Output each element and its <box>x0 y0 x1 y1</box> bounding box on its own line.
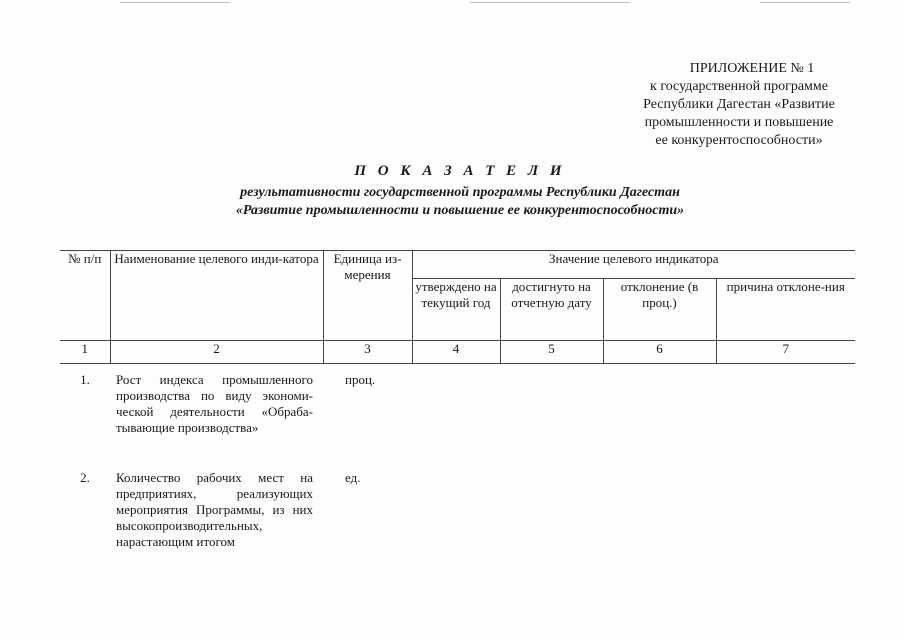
indicator-unit: ед. <box>345 469 361 485</box>
indicators-table-wrap <box>60 250 855 562</box>
deviation-value <box>603 462 716 562</box>
column-number: 4 <box>412 341 500 364</box>
document-subtitle-line2: «Развитие промышленности и повышение ее конкурентоспособности» <box>235 203 685 218</box>
column-number: 6 <box>603 341 716 364</box>
row-number: 1. <box>80 372 90 387</box>
document-subtitle-line1: результативности государственной программы Республики Дагестан <box>240 185 680 200</box>
column-number: 5 <box>500 341 603 364</box>
header-value-group: Значение целевого индикатора <box>412 251 855 279</box>
appendix-line: ее конкурентоспособности» <box>655 133 823 148</box>
deviation-reason <box>716 462 855 562</box>
scan-edge-line <box>760 2 850 3</box>
document-heading <box>150 163 770 220</box>
header-unit: Единица из-мерения <box>323 251 412 341</box>
achieved-value <box>500 462 603 562</box>
column-number: 2 <box>110 341 323 364</box>
scan-edge-line <box>120 2 230 3</box>
table-row <box>60 462 855 562</box>
column-number: 3 <box>323 341 412 364</box>
appendix-block <box>596 60 882 150</box>
row-number: 2. <box>80 469 90 485</box>
appendix-title: ПРИЛОЖЕНИЕ № 1 <box>689 61 815 76</box>
deviation-value <box>603 364 716 462</box>
appendix-line: промышленности и повышение <box>644 115 834 130</box>
indicator-unit: проц. <box>345 372 376 387</box>
scan-edge-line <box>470 2 630 3</box>
header-name: Наименование целевого инди-катора <box>110 251 323 341</box>
indicator-name: Количество рабочих мест на предприятиях, реализующих мероприятия Программы, из них высокопроизводительных, нарастающим итогом <box>116 469 313 549</box>
appendix-line: Республики Дагестан «Развитие <box>643 97 835 112</box>
document-title: П О К А З А Т Е Л И <box>354 163 566 179</box>
deviation-reason <box>716 364 855 462</box>
approved-value <box>412 462 500 562</box>
header-approved: утверждено на текущий год <box>412 279 500 341</box>
header-deviation: отклонение (в проц.) <box>603 279 716 341</box>
column-number: 1 <box>60 341 110 364</box>
header-achieved: достигнуто на отчетную дату <box>500 279 603 341</box>
column-number: 7 <box>716 341 855 364</box>
indicators-table <box>60 250 855 562</box>
table-row <box>60 364 855 462</box>
header-reason: причина отклоне-ния <box>716 279 855 341</box>
achieved-value <box>500 364 603 462</box>
approved-value <box>412 364 500 462</box>
table-header-row <box>60 251 855 279</box>
appendix-line: к государственной программе <box>650 79 828 94</box>
indicator-name: Рост индекса промышленного производства по виду экономи-ческой деятельности «Обраба-тывающие производства» <box>116 372 313 435</box>
header-num: № п/п <box>60 251 110 341</box>
table-column-numbers-row <box>60 341 855 364</box>
